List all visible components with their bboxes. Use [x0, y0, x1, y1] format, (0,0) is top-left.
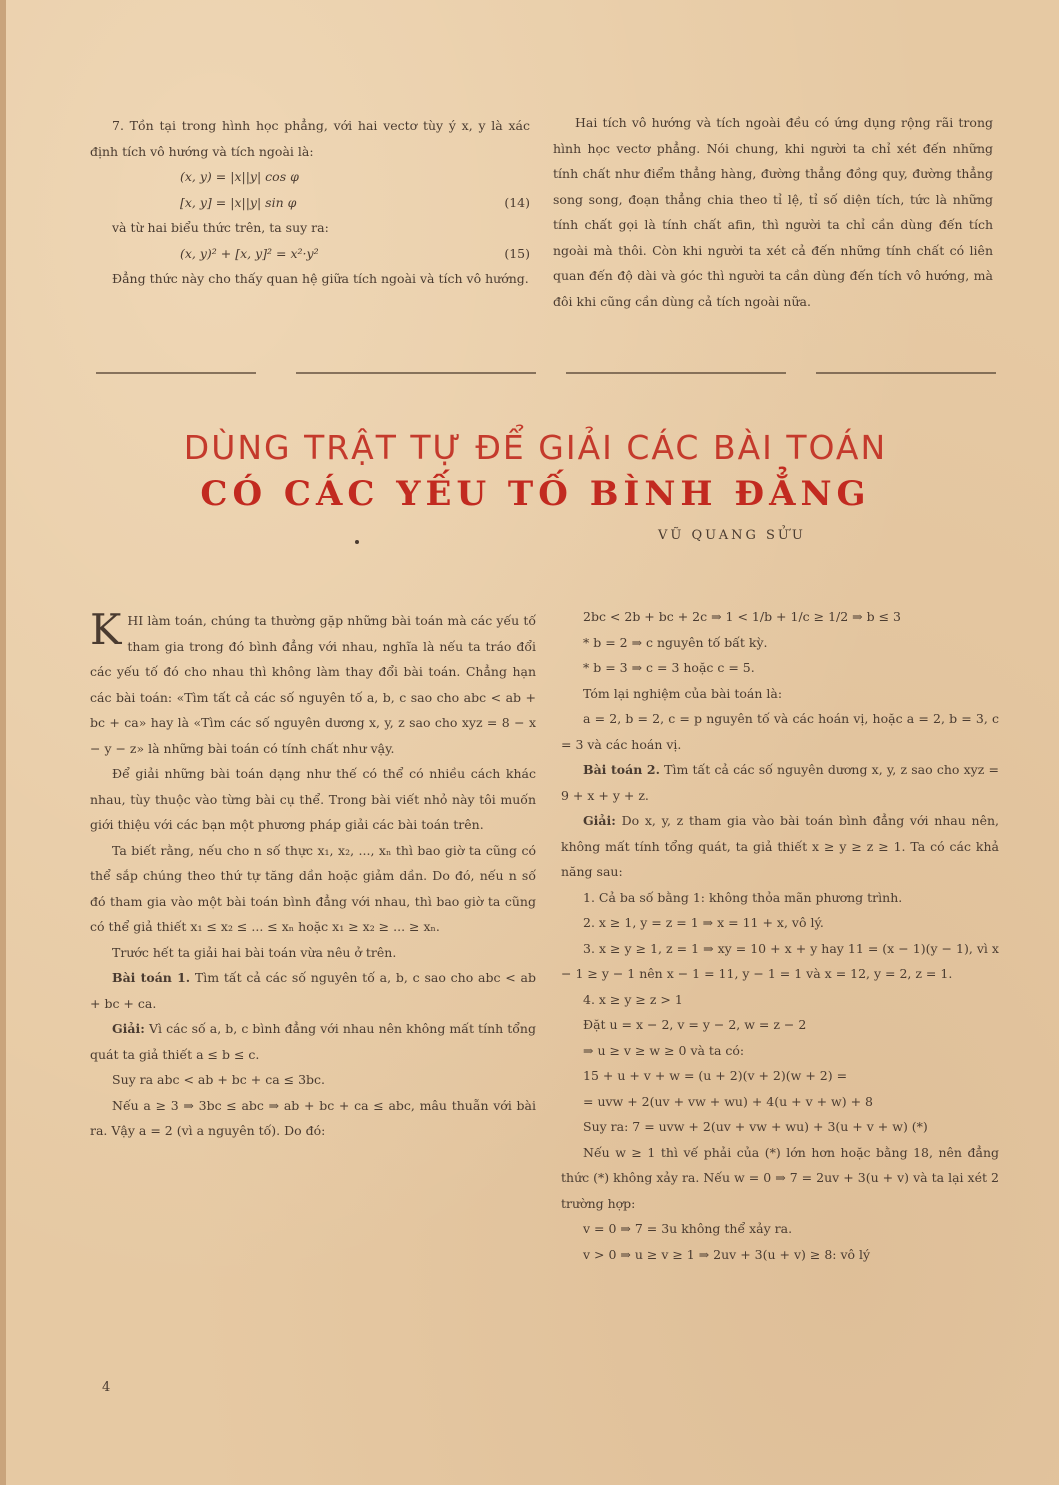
top-left-column: [90, 113, 530, 292]
formula: [90, 164, 530, 190]
formula-text: (x, y) = |x||y| cos φ: [180, 169, 299, 184]
paragraph: Suy ra: 7 = uvw + 2(uv + vw + wu) + 3(u + v + w) (*): [583, 1119, 928, 1134]
paragraph: 1. Cả ba số bằng 1: không thỏa mãn phương trình.: [583, 889, 903, 905]
paragraph: Trước hết ta giải hai bài toán vừa nêu ở trên.: [112, 944, 397, 960]
formula: [90, 241, 530, 267]
paragraph: Đẳng thức này cho thấy quan hệ giữa tích ngoài và tích vô hướng.: [112, 271, 529, 286]
paragraph-text: HI làm toán, chúng ta thường gặp những bài toán mà các yếu tố tham gia trong đó bình đẳng với nhau, nghĩa là nếu ta tráo đổi các yếu tố đó cho nhau thì không làm thay đổi bài toán. Chẳng hạn các bài toán: «Tìm tất cả các số nguyên tố a, b, c sao cho abc < ab + bc + ca» hay là «Tìm các số nguyên dương x, y, z sao cho xyz = 8 − x − y − z» là những bài toán có tính chất như vậy.: [90, 613, 536, 756]
paragraph: 3. x ≥ y ≥ 1, z = 1 ⇒ xy = 10 + x + y hay 11 = (x − 1)(y − 1), vì x − 1 ≥ y − 1 nên x − 1 = 11, y − 1 = 1 và x = 12, y = 2, z = 1.: [561, 940, 999, 981]
equation-number: (15): [504, 245, 530, 261]
paragraph: Hai tích vô hướng và tích ngoài đều có ứng dụng rộng rãi trong hình học vectơ phẳng. Nói chung, khi người ta chỉ xét đến những tính chất như điểm thẳng hàng, đường thẳng đồng quy, đường thẳng song song, đoạn thẳng chia theo tỉ lệ, tỉ số diện tích, tức là những tính chất gọi là tính chất afin, thì người ta chỉ cần dùng đến tích ngoài mà thôi. Còn khi người ta xét cả đến những tính chất có liên quan đến độ dài và góc thì người ta cần dùng đến tích vô hướng, mà đôi khi cũng cần dùng cả tích ngoài nữa.: [553, 115, 993, 309]
article-title-line1: DÙNG TRẬT TỰ ĐỂ GIẢI CÁC BÀI TOÁN: [183, 428, 888, 467]
paragraph: Nếu a ≥ 3 ⇒ 3bc ≤ abc ⇒ ab + bc + ca ≤ abc, mâu thuẫn với bài ra. Vậy a = 2 (vì a nguyên tố). Do đó:: [90, 1097, 536, 1138]
paragraph-text: Vì các số a, b, c bình đẳng với nhau nên không mất tính tổng quát ta giả thiết a ≤ b ≤ c.: [90, 1021, 536, 1062]
article-title-line2: CÓ CÁC YẾU TỐ BÌNH ĐẲNG: [200, 474, 871, 514]
paragraph: Tóm lại nghiệm của bài toán là:: [583, 685, 783, 701]
paragraph: a = 2, b = 2, c = p nguyên tố và các hoán vị, hoặc a = 2, b = 3, c = 3 và các hoán vị.: [561, 711, 999, 752]
paragraph: [561, 757, 999, 808]
body-left-column: [90, 605, 536, 1144]
paragraph-text: Tìm tất cả các số nguyên tố a, b, c sao cho abc < ab + bc + ca.: [90, 970, 536, 1011]
paragraph-lead: Giải:: [112, 1021, 145, 1036]
formula: [90, 190, 530, 216]
paragraph: * b = 3 ⇒ c = 3 hoặc c = 5.: [583, 660, 755, 675]
paragraph: [90, 1016, 536, 1067]
paragraph: 7. Tồn tại trong hình học phẳng, với hai vectơ tùy ý x, y là xác định tích vô hướng và tích ngoài là:: [90, 118, 530, 159]
paragraph: Ta biết rằng, nếu cho n số thực x₁, x₂, ..., xₙ thì bao giờ ta cũng có thể sắp chúng theo thứ tự tăng dần hoặc giảm dần. Do đó, nếu n số đó tham gia vào một bài toán bình đẳng với nhau, thì bao giờ ta cũng có thể giả thiết x₁ ≤ x₂ ≤ ... ≤ xₙ hoặc x₁ ≥ x₂ ≥ ... ≥ xₙ.: [90, 842, 536, 934]
paragraph: và từ hai biểu thức trên, ta suy ra:: [112, 220, 329, 235]
paragraph: v > 0 ⇒ u ≥ v ≥ 1 ⇒ 2uv + 3(u + v) ≥ 8: vô lý: [583, 1246, 871, 1262]
body-right-column: [561, 604, 999, 1267]
paragraph: 2bc < 2b + bc + 2c ⇒ 1 < 1/b + 1/c ≥ 1/2 ⇒ b ≤ 3: [583, 609, 902, 624]
paragraph: Đặt u = x − 2, v = y − 2, w = z − 2: [583, 1017, 807, 1032]
page-number: 4: [102, 1380, 111, 1395]
paragraph-lead: Giải:: [583, 813, 616, 828]
equation-number: (14): [504, 194, 530, 210]
paragraph: [561, 808, 999, 885]
paragraph-text: Do x, y, z tham gia vào bài toán bình đẳng với nhau nên, không mất tính tổng quát, ta giả thiết x ≥ y ≥ z ≥ 1. Ta có các khả năng sau:: [561, 813, 999, 879]
paragraph: ⇒ u ≥ v ≥ w ≥ 0 và ta có:: [583, 1042, 745, 1058]
paragraph: * b = 2 ⇒ c nguyên tố bất kỳ.: [583, 634, 768, 650]
section-divider: [96, 372, 996, 376]
paragraph: Suy ra abc < ab + bc + ca ≤ 3bc.: [112, 1072, 326, 1087]
paragraph-lead: Bài toán 2.: [583, 762, 660, 777]
formula-text: [x, y] = |x||y| sin φ: [180, 194, 297, 210]
paragraph: [90, 965, 536, 1016]
paragraph: Nếu w ≥ 1 thì vế phải của (*) lớn hơn hoặc bằng 18, nên đẳng thức (*) không xảy ra. Nếu w = 0 ⇒ 7 = 2uv + 3(u + v) và ta lại xét 2 trường hợp:: [561, 1144, 999, 1211]
paragraph: 4. x ≥ y ≥ z > 1: [583, 991, 683, 1007]
paragraph: = uvw + 2(uv + vw + wu) + 4(u + v + w) + 8: [583, 1093, 874, 1109]
paragraph: 15 + u + v + w = (u + 2)(v + 2)(w + 2) =: [583, 1068, 848, 1083]
formula-text: (x, y)² + [x, y]² = x²·y²: [180, 245, 319, 261]
paragraph-text: Tìm tất cả các số nguyên dương x, y, z sao cho xyz = 9 + x + y + z.: [561, 762, 1000, 803]
paragraph: 2. x ≥ 1, y = z = 1 ⇒ x = 11 + x, vô lý.: [583, 915, 824, 930]
paragraph: Để giải những bài toán dạng như thế có thể có nhiều cách khác nhau, tùy thuộc vào từng bài cụ thể. Trong bài viết nhỏ này tôi muốn giới thiệu với các bạn một phương pháp giải các bài toán trên.: [90, 766, 536, 832]
paragraph-lead: Bài toán 1.: [112, 970, 191, 985]
opening-paragraph: [90, 605, 536, 761]
drop-cap: K: [90, 605, 122, 654]
article-author: VŨ QUANG SỬU: [658, 528, 806, 543]
paragraph: v = 0 ⇒ 7 = 3u không thể xảy ra.: [583, 1221, 793, 1236]
decorative-dot: [355, 540, 359, 544]
top-right-column: [553, 110, 993, 314]
